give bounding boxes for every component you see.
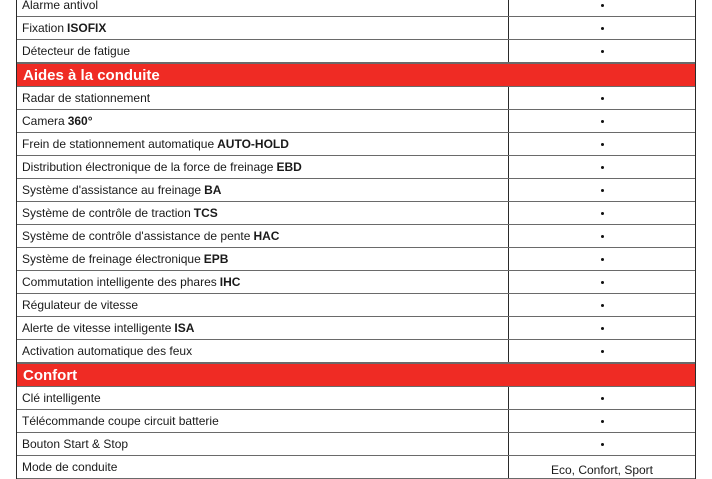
feature-name: Système de contrôle d'assistance de pente [22, 229, 251, 243]
feature-label [17, 271, 507, 293]
table-row [17, 179, 695, 202]
feature-name: Alerte de vitesse intelligente [22, 321, 172, 335]
included-dot-icon [601, 4, 604, 7]
availability-text: Eco, Confort, Sport [550, 463, 654, 477]
table-row [17, 0, 695, 17]
feature-name: Frein de stationnement automatique [22, 137, 215, 151]
table-row [17, 294, 695, 317]
feature-availability [508, 433, 695, 455]
feature-name: Système de freinage électronique [22, 252, 201, 266]
included-dot-icon [601, 281, 604, 284]
table-row [17, 456, 695, 479]
table-row [17, 317, 695, 340]
feature-code: AUTO-HOLD [217, 137, 289, 151]
feature-code: BA [204, 183, 222, 197]
feature-availability [508, 317, 695, 339]
table-row [17, 387, 695, 410]
feature-label [17, 87, 507, 109]
included-dot-icon [601, 97, 604, 100]
feature-name: Distribution électronique de la force de freinage [22, 160, 274, 174]
feature-label [17, 110, 507, 132]
included-dot-icon [601, 50, 604, 53]
feature-name: Fixation [22, 21, 65, 35]
feature-availability [508, 179, 695, 201]
feature-label [17, 40, 507, 62]
feature-name: Bouton Start & Stop [22, 437, 129, 451]
feature-label [17, 179, 507, 201]
feature-availability [508, 387, 695, 409]
feature-label [17, 225, 507, 247]
feature-label [17, 248, 507, 270]
included-dot-icon [601, 166, 604, 169]
table-row [17, 248, 695, 271]
feature-label [17, 294, 507, 316]
included-dot-icon [601, 258, 604, 261]
table-row [17, 156, 695, 179]
feature-availability [508, 40, 695, 62]
included-dot-icon [601, 304, 604, 307]
included-dot-icon [601, 235, 604, 238]
feature-name: Alarme antivol [22, 0, 99, 12]
feature-availability [508, 271, 695, 293]
feature-label [17, 387, 507, 409]
feature-code: EBD [276, 160, 302, 174]
feature-name: Mode de conduite [22, 460, 118, 474]
feature-code: IHC [219, 275, 241, 289]
feature-label [17, 133, 507, 155]
feature-availability [508, 156, 695, 178]
feature-name: Système de contrôle de traction [22, 206, 191, 220]
feature-label [17, 156, 507, 178]
feature-label [17, 317, 507, 339]
feature-availability [508, 340, 695, 362]
section-header: Aides à la conduite [17, 63, 695, 87]
feature-label [17, 202, 507, 224]
included-dot-icon [601, 350, 604, 353]
included-dot-icon [601, 212, 604, 215]
feature-label [17, 0, 507, 16]
feature-availability [508, 87, 695, 109]
table-row [17, 87, 695, 110]
included-dot-icon [601, 443, 604, 446]
feature-name: Régulateur de vitesse [22, 298, 139, 312]
feature-availability [508, 248, 695, 270]
feature-availability [508, 202, 695, 224]
table-row [17, 133, 695, 156]
included-dot-icon [601, 420, 604, 423]
feature-availability [508, 410, 695, 432]
feature-code: 360° [67, 114, 93, 128]
included-dot-icon [601, 189, 604, 192]
table-row [17, 202, 695, 225]
included-dot-icon [601, 327, 604, 330]
feature-name: Camera [22, 114, 65, 128]
included-dot-icon [601, 120, 604, 123]
feature-availability [508, 0, 695, 16]
section-header: Confort [17, 363, 695, 387]
feature-code: EPB [203, 252, 229, 266]
included-dot-icon [601, 397, 604, 400]
table-row [17, 110, 695, 133]
feature-label [17, 433, 507, 455]
table-row [17, 17, 695, 40]
feature-availability [508, 17, 695, 39]
table-row [17, 340, 695, 363]
feature-code: TCS [193, 206, 218, 220]
feature-name: Commutation intelligente des phares [22, 275, 217, 289]
feature-label [17, 17, 507, 39]
spec-table [16, 0, 696, 479]
feature-availability [508, 456, 695, 478]
feature-availability [508, 133, 695, 155]
feature-label [17, 410, 507, 432]
feature-code: ISOFIX [67, 21, 107, 35]
feature-code: ISA [174, 321, 195, 335]
feature-availability [508, 225, 695, 247]
feature-name: Télécommande coupe circuit batterie [22, 414, 219, 428]
feature-name: Radar de stationnement [22, 91, 151, 105]
table-row [17, 271, 695, 294]
included-dot-icon [601, 27, 604, 30]
table-row [17, 40, 695, 63]
feature-label [17, 456, 507, 478]
feature-availability [508, 294, 695, 316]
feature-name: Clé intelligente [22, 391, 101, 405]
feature-name: Système d'assistance au freinage [22, 183, 202, 197]
table-row [17, 410, 695, 433]
feature-code: HAC [253, 229, 280, 243]
feature-name: Activation automatique des feux [22, 344, 193, 358]
included-dot-icon [601, 143, 604, 146]
feature-label [17, 340, 507, 362]
feature-name: Détecteur de fatigue [22, 44, 131, 58]
feature-availability [508, 110, 695, 132]
table-row [17, 225, 695, 248]
table-row [17, 433, 695, 456]
